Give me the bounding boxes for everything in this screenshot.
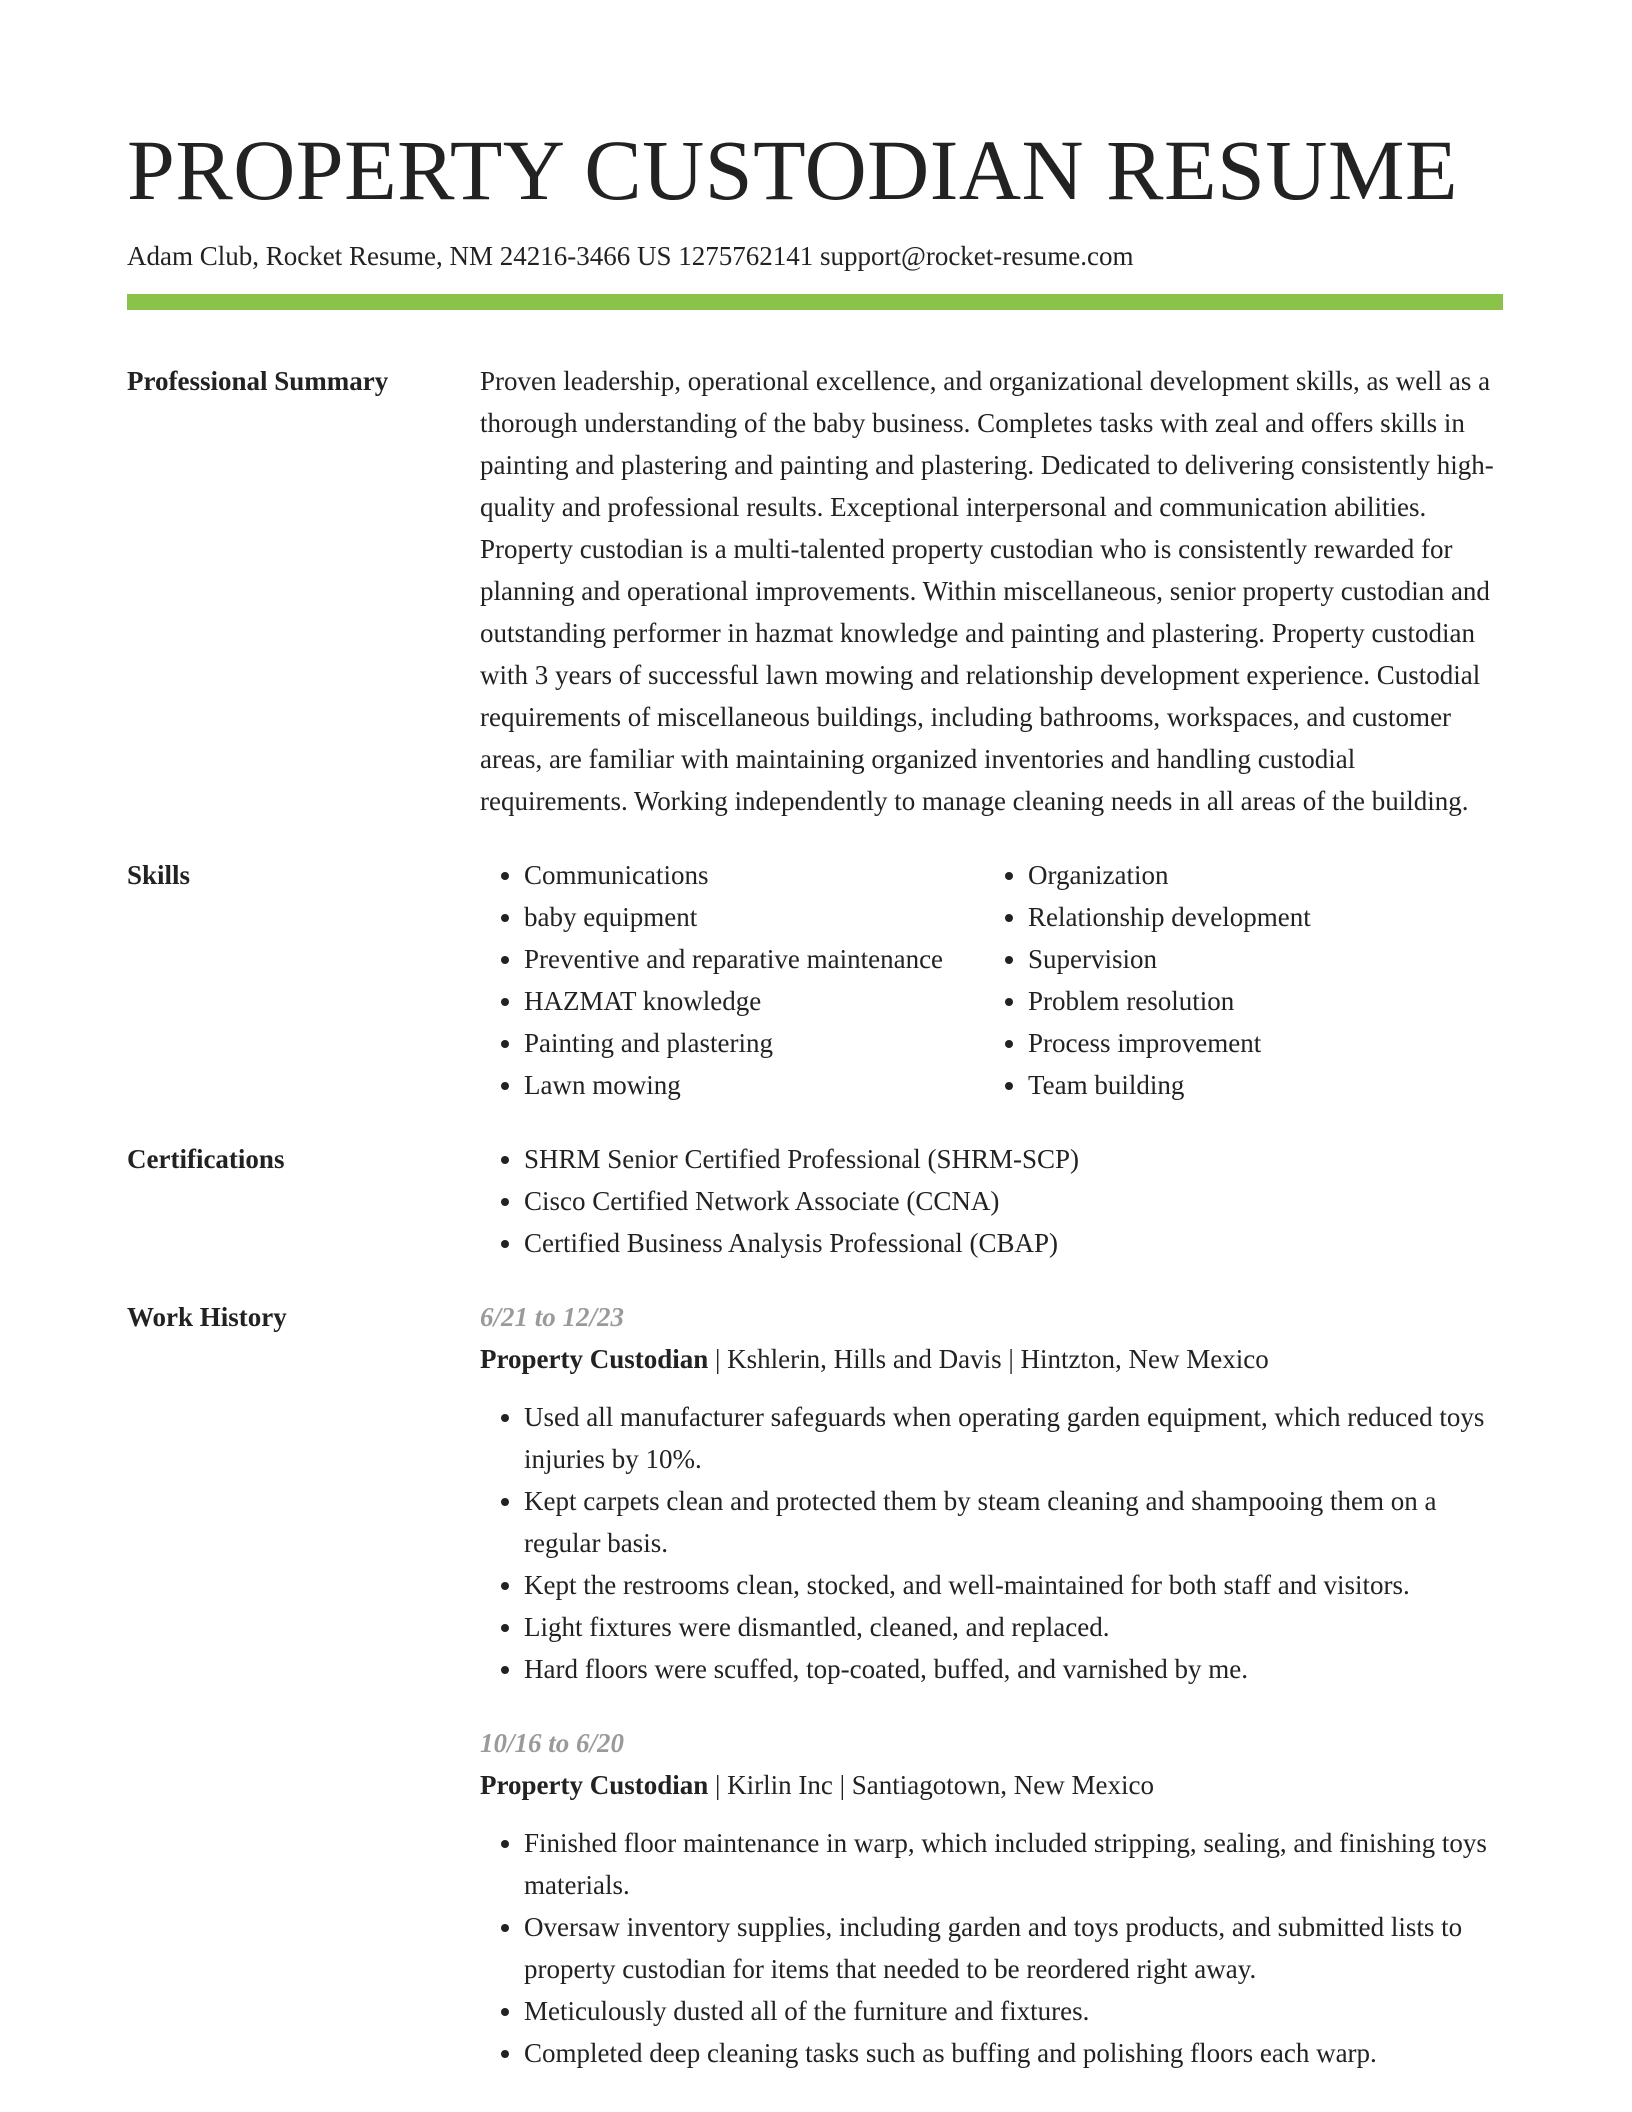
skills-column-2 (984, 854, 1505, 1106)
job-title: Property Custodian (480, 1344, 709, 1374)
job-bullet: • Kept carpets clean and protected them by steam cleaning and shampooing them on a regular basis. (524, 1480, 1505, 1564)
job-bullet: • Kept the restrooms clean, stocked, and well-maintained for both staff and visitors. (524, 1564, 1505, 1606)
job-employer-location: | Kirlin Inc | Santiagotown, New Mexico (708, 1770, 1154, 1800)
professional-summary-section (127, 360, 1505, 822)
section-label-summary: Professional Summary (127, 366, 389, 396)
skill-item: • baby equipment (524, 896, 984, 938)
certification-item: • Certified Business Analysis Professional (CBAP) (524, 1222, 1505, 1264)
job-bullets (480, 1822, 1505, 2074)
job-header (480, 1764, 1505, 1806)
skill-item: • Problem resolution (1028, 980, 1505, 1022)
skill-item: • Process improvement (1028, 1022, 1505, 1064)
certification-item: • Cisco Certified Network Associate (CCNA) (524, 1180, 1505, 1222)
job-entry (480, 1296, 1505, 1690)
skill-item: • Lawn mowing (524, 1064, 984, 1106)
job-bullet: • Light fixtures were dismantled, cleaned, and replaced. (524, 1606, 1505, 1648)
job-bullet: • Meticulously dusted all of the furniture and fixtures. (524, 1990, 1505, 2032)
job-dates: 6/21 to 12/23 (480, 1302, 625, 1332)
certifications-section (127, 1138, 1505, 1264)
contact-line: Adam Club, Rocket Resume, NM 24216-3466 US 1275762141 support@rocket-resume.com (127, 241, 1134, 271)
summary-text: Proven leadership, operational excellence, and organizational development skills, as well as a thorough understanding of the baby business. Completes tasks with zeal and offers skills in painting and plastering and painting and plastering. Dedicated to delivering consistently high-quality and professional results. Exceptional interpersonal and communication abilities. Property custodian is a multi-talented property custodian who is consistently rewarded for planning and operational improvements. Within miscellaneous, senior property custodian and outstanding performer in hazmat knowledge and painting and plastering. Property custodian with 3 years of successful lawn mowing and relationship development experience. Custodial requirements of miscellaneous buildings, including bathrooms, workspaces, and customer areas, are familiar with maintaining organized inventories and handling custodial requirements. Working independently to manage cleaning needs in all areas of the building. (480, 366, 1494, 816)
certifications-list (480, 1138, 1505, 1264)
job-bullet: • Finished floor maintenance in warp, which included stripping, sealing, and finishing toys materials. (524, 1822, 1505, 1906)
resume-title: PROPERTY CUSTODIAN RESUME (127, 122, 1458, 218)
skill-item: • Relationship development (1028, 896, 1505, 938)
accent-divider (127, 294, 1503, 310)
job-bullet: • Hard floors were scuffed, top-coated, buffed, and varnished by me. (524, 1648, 1505, 1690)
skills-column-1 (480, 854, 984, 1106)
job-employer-location: | Kshlerin, Hills and Davis | Hintzton, New Mexico (708, 1344, 1269, 1374)
job-header (480, 1338, 1505, 1380)
section-label-skills: Skills (127, 860, 191, 890)
skill-item: • Preventive and reparative maintenance (524, 938, 984, 980)
job-dates: 10/16 to 6/20 (480, 1728, 625, 1758)
section-label-certifications: Certifications (127, 1144, 285, 1174)
skill-item: • HAZMAT knowledge (524, 980, 984, 1022)
job-bullets (480, 1396, 1505, 1690)
skill-item: • Team building (1028, 1064, 1505, 1106)
job-bullet: • Oversaw inventory supplies, including garden and toys products, and submitted lists to property custodian for items that needed to be reordered right away. (524, 1906, 1505, 1990)
job-bullet: • Used all manufacturer safeguards when operating garden equipment, which reduced toys injuries by 10%. (524, 1396, 1505, 1480)
skill-item: • Organization (1028, 854, 1505, 896)
job-title: Property Custodian (480, 1770, 709, 1800)
job-entry (480, 1722, 1505, 2074)
skill-item: • Communications (524, 854, 984, 896)
work-history-section (127, 1296, 1505, 2074)
skills-section (127, 854, 1505, 1106)
skills-list (480, 854, 1505, 1106)
job-bullet: • Completed deep cleaning tasks such as buffing and polishing floors each warp. (524, 2032, 1505, 2074)
work-history-list (480, 1296, 1505, 2074)
skill-item: • Painting and plastering (524, 1022, 984, 1064)
skill-item: • Supervision (1028, 938, 1505, 980)
section-label-work-history: Work History (127, 1302, 287, 1332)
certification-item: • SHRM Senior Certified Professional (SHRM-SCP) (524, 1138, 1505, 1180)
